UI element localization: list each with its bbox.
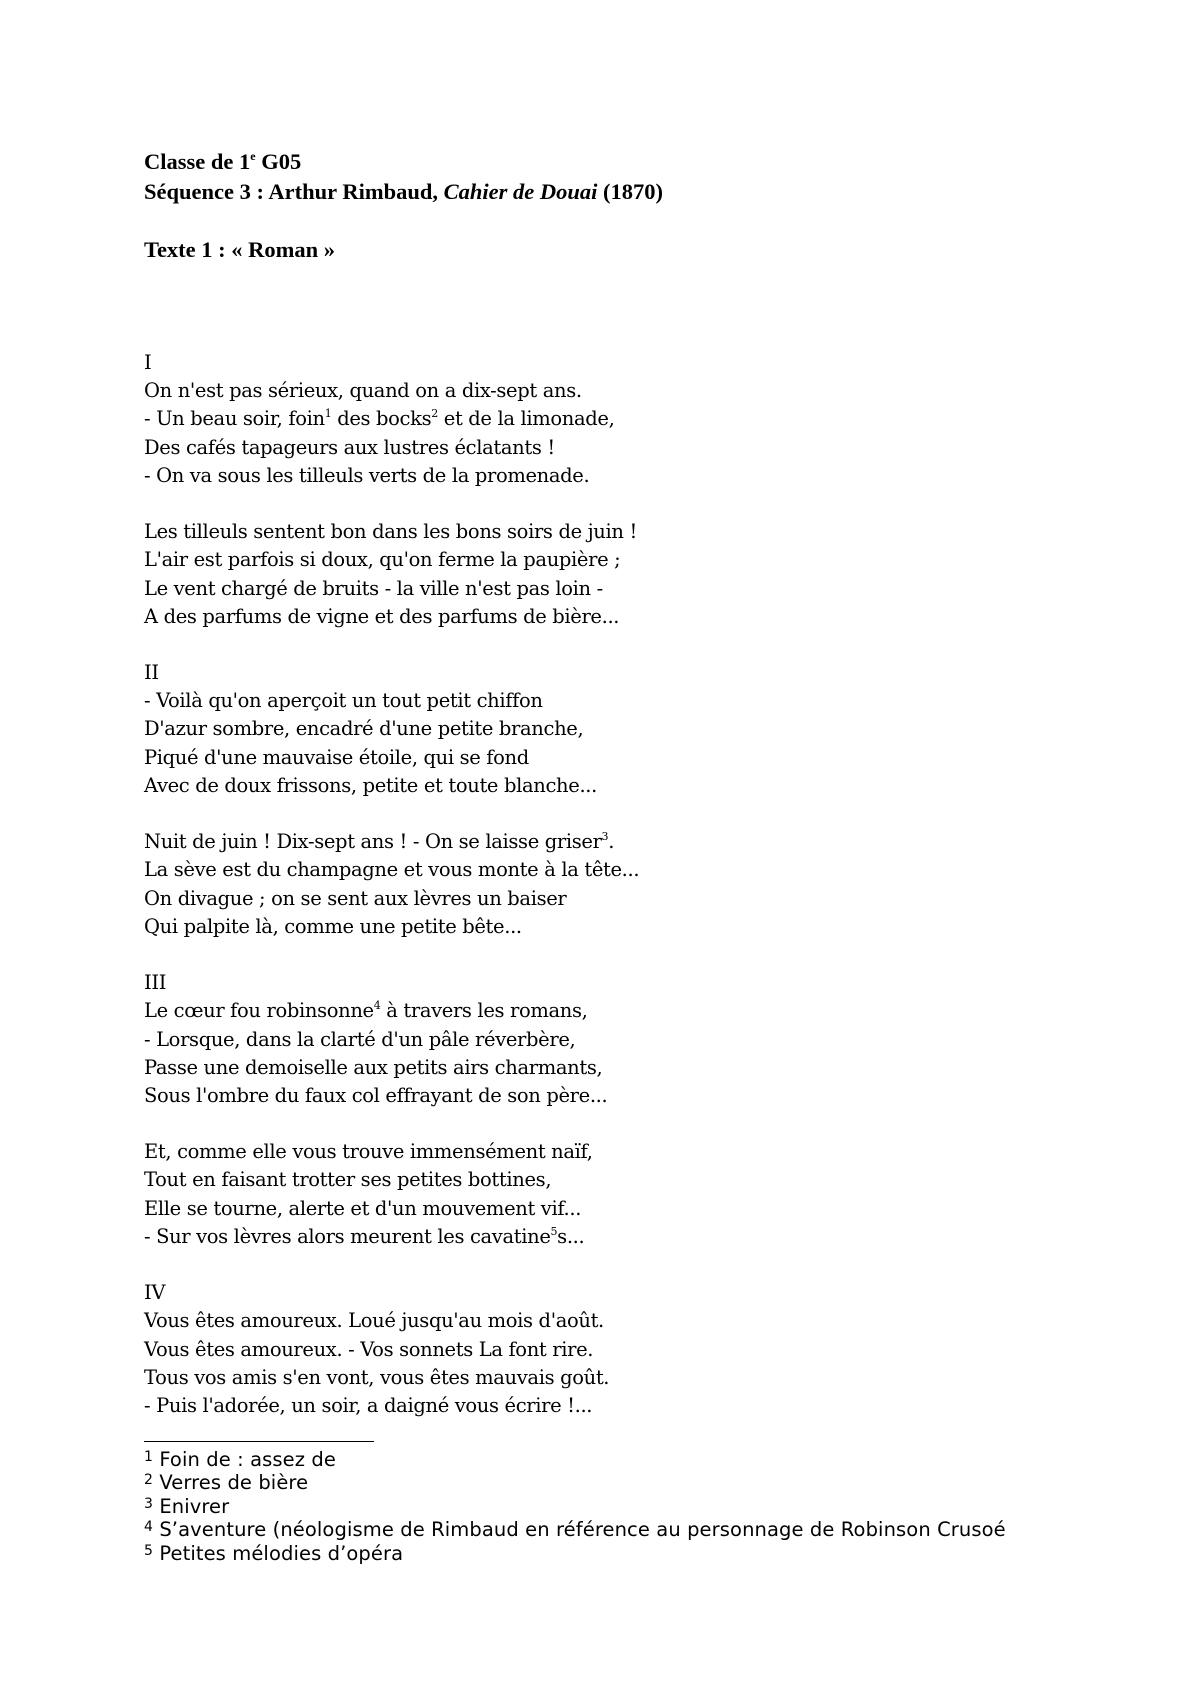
verse-line: Le cœur fou robinsonne$^4$ à travers les romans, (144, 999, 588, 1023)
stanza-gap (144, 941, 639, 969)
footnotes (144, 1448, 1006, 1565)
verse-line: Vous êtes amoureux. - Vos sonnets La font rire. (144, 1337, 594, 1361)
footnote: $^5$ Petites mélodies d’opéra (144, 1541, 404, 1565)
verse-line: Avec de doux frissons, petite et toute blanche... (144, 773, 597, 797)
verse-line: - On va sous les tilleuls verts de la promenade. (144, 463, 590, 487)
sequence-line: Séquence 3 : Arthur Rimbaud, Cahier de Douai (1870) (144, 179, 664, 204)
verse-line: Passe une demoiselle aux petits airs charmants, (144, 1055, 603, 1079)
verse-line: Des cafés tapageurs aux lustres éclatants ! (144, 435, 555, 459)
footnote: $^3$ Enivrer (144, 1494, 230, 1518)
footnote-mark: 1 (144, 1449, 154, 1465)
verse-line: Tous vos amis s'en vont, vous êtes mauvais goût. (144, 1365, 610, 1389)
verse-line: On divague ; on se sent aux lèvres un baiser (144, 886, 567, 910)
verse-line: Le vent chargé de bruits - la ville n'est pas loin - (144, 576, 603, 600)
footnote-mark: 2 (144, 1472, 154, 1489)
footnote-ref: 1 (324, 407, 332, 421)
class-line: Classe de 1e G05 (144, 149, 302, 174)
verse-line: Sous l'ombre du faux col effrayant de son père... (144, 1083, 608, 1107)
footnote-ref: 3 (601, 830, 609, 844)
stanza-gap (144, 631, 639, 659)
document-header (144, 147, 663, 207)
verse-line: Qui palpite là, comme une petite bête... (144, 914, 522, 938)
verse-line: A des parfums de vigne et des parfums de bière... (144, 604, 620, 628)
footnote: $^4$ S’aventure (néologisme de Rimbaud en référence au personnage de Robinson Crusoé (144, 1518, 1006, 1542)
stanza-number: II (144, 661, 159, 685)
footnote-mark: 3 (144, 1495, 154, 1512)
verse-line: Vous êtes amoureux. Loué jusqu'au mois d'août. (144, 1309, 604, 1333)
stanza-gap (144, 800, 639, 828)
stanza-number: IV (144, 1281, 166, 1305)
stanza-number: I (144, 351, 152, 374)
footnote: $^1$ Foin de : assez de (144, 1448, 336, 1471)
verse-line: Tout en faisant trotter ses petites bottines, (144, 1168, 552, 1192)
footnote: $^2$ Verres de bière (144, 1471, 309, 1495)
verse-line: - Puis l'adorée, un soir, a daigné vous écrire !... (144, 1393, 593, 1417)
verse-line: Nuit de juin ! Dix-sept ans ! - On se laisse griser$^3$. (144, 830, 615, 854)
verse-line: La sève est du champagne et vous monte à la tête... (144, 858, 640, 882)
footnote-ref: 4 (373, 999, 381, 1013)
verse-line: - Un beau soir, foin$^1$ des bocks$^2$ et de la limonade, (144, 407, 615, 431)
verse-line: - Lorsque, dans la clarté d'un pâle réverbère, (144, 1027, 576, 1051)
stanza-gap (144, 1110, 639, 1138)
verse-line: Piqué d'une mauvaise étoile, qui se fond (144, 745, 529, 769)
verse-line: D'azur sombre, encadré d'une petite branche, (144, 717, 584, 741)
footnote-separator (144, 1441, 374, 1442)
verse-line: - Voilà qu'on aperçoit un tout petit chiffon (144, 689, 543, 713)
verse-line: Les tilleuls sentent bon dans les bons soirs de juin ! (144, 520, 637, 544)
stanza-gap (144, 490, 639, 518)
footnote-mark: 4 (144, 1519, 154, 1536)
stanza-number: III (144, 971, 167, 995)
verse-line: Et, comme elle vous trouve immensément naïf, (144, 1140, 593, 1164)
footnote-mark: 5 (144, 1542, 154, 1559)
footnote-ref: 5 (550, 1224, 558, 1238)
text-title: Texte 1 : « Roman » (144, 237, 336, 262)
work-title: Cahier de Douai (443, 179, 598, 204)
footnote-ref: 2 (431, 407, 438, 421)
verse-line: - Sur vos lèvres alors meurent les cavatine$^5$s... (144, 1224, 585, 1248)
stanza-gap (144, 1251, 639, 1279)
verse-line: Elle se tourne, alerte et d'un mouvement vif... (144, 1196, 582, 1220)
verse-line: On n'est pas sérieux, quand on a dix-sept ans. (144, 379, 582, 403)
poem (144, 349, 639, 1420)
verse-line: L'air est parfois si doux, qu'on ferme la paupière ; (144, 548, 621, 572)
